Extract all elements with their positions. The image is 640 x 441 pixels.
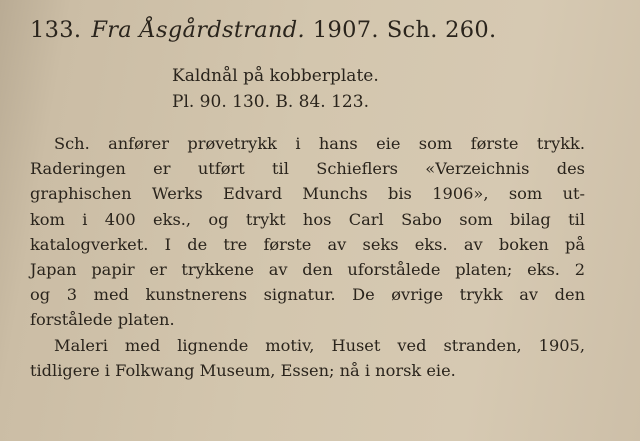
paragraph-line: forstålede platen. [30,310,175,330]
paragraph-line: katalogverket. I de tre første av seks eks. av boken på [30,234,585,254]
paragraph-line: graphischen Werks Edvard Munchs bis 1906», som ut- [30,184,585,204]
technique-block [172,63,379,115]
paragraph-line: Sch. anfører prøvetrykk i hans eie som første trykk. [54,134,585,153]
paragraph-line: kom i 400 eks., og trykt hos Carl Sabo som bilag til [30,209,585,229]
paragraph-line: og 3 med kunstnerens signatur. De øvrige trykk av den [30,285,585,305]
entry-number: 133. [30,17,82,43]
entry-title: Fra Åsgårdstrand. [91,17,305,43]
paragraph-line: Raderingen er utført til Schieflers «Verzeichnis des [30,159,585,179]
entry-year: 1907. [312,17,379,43]
technique-line: Kaldnål på kobberplate. [172,66,379,86]
paragraph-line: tidligere i Folkwang Museum, Essen; nå i norsk eie. [30,360,456,380]
catalog-reference: Sch. 260. [386,17,497,43]
body-text [30,131,585,383]
paragraph-line: Japan papir er trykkene av den uforstålede platen; eks. 2 [30,260,585,280]
entry-heading [30,17,630,43]
paragraph-line: Maleri med lignende motiv, Huset ved stranden, 1905, [54,335,585,355]
dimensions-line: Pl. 90. 130. B. 84. 123. [172,92,369,112]
